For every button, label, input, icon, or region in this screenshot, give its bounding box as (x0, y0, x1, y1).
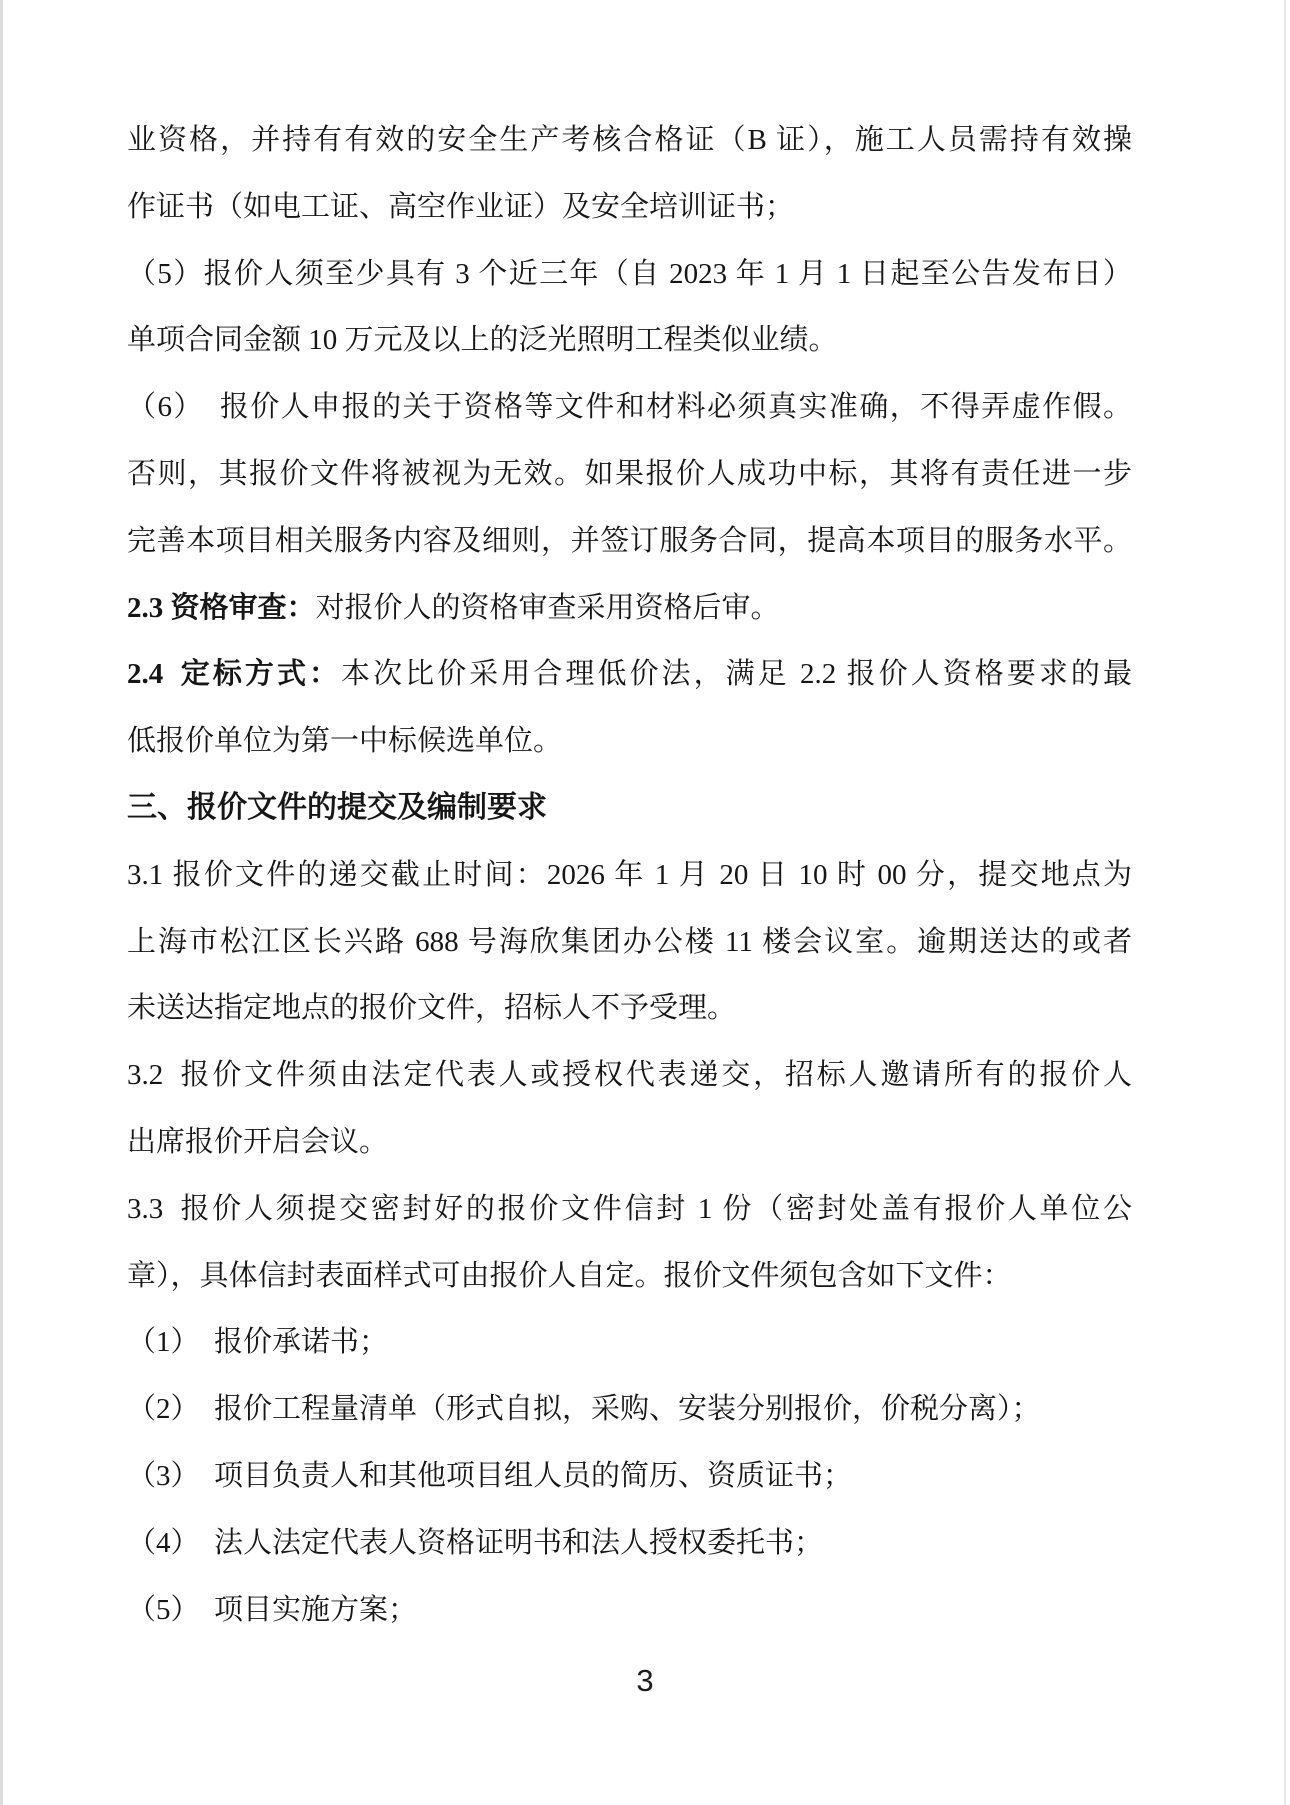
text-segment: 业资格，并持有有效的安全生产考核合格证（B 证），施工人员需持有效操 (127, 124, 1132, 156)
text-line (127, 1109, 1132, 1176)
text-line (127, 909, 1132, 976)
text-line (127, 241, 1132, 308)
text-line (127, 842, 1132, 909)
text-line (127, 1510, 1132, 1577)
bold-text-segment: 三、报价文件的提交及编制要求 (127, 790, 547, 824)
text-segment: 对报价人的资格审查采用资格后审。 (315, 591, 780, 624)
text-line (127, 508, 1132, 575)
text-segment: 上海市松江区长兴路 688 号海欣集团办公楼 11 楼会议室。逾期送达的或者 (127, 925, 1132, 958)
page-right-edge-line (1284, 0, 1286, 1805)
text-line (127, 1176, 1132, 1243)
bold-text-segment: 2.3 资格审查： (127, 591, 316, 624)
text-line (127, 1042, 1132, 1109)
document-body (127, 107, 1132, 1643)
text-line (127, 1443, 1132, 1510)
page-number: 3 (636, 1663, 654, 1698)
text-line (127, 975, 1132, 1042)
page-left-edge-line (0, 0, 3, 1805)
text-segment: （5）报价人须至少具有 3 个近三年（自 2023 年 1 月 1 日起至公告发布日） (127, 257, 1132, 290)
text-line (127, 1376, 1132, 1443)
text-line (127, 107, 1132, 174)
text-line (127, 1577, 1132, 1644)
text-segment: 低报价单位为第一中标候选单位。 (127, 725, 563, 758)
text-segment: （1） 报价承诺书； (127, 1326, 389, 1359)
text-segment: （3） 项目负责人和其他项目组人员的简历、资质证书； (127, 1459, 853, 1492)
section-heading (127, 775, 1132, 842)
text-segment: 出席报价开启会议。 (127, 1125, 389, 1158)
bold-text-segment: 2.4 定标方式： (127, 658, 342, 691)
text-segment: 未送达指定地点的报价文件，招标人不予受理。 (127, 992, 737, 1025)
text-line (127, 641, 1132, 708)
text-line (127, 1309, 1132, 1376)
text-segment: 单项合同金额 10 万元及以上的泛光照明工程类似业绩。 (127, 324, 838, 357)
text-segment: （6） 报价人申报的关于资格等文件和材料必须真实准确，不得弄虚作假。 (127, 391, 1132, 424)
text-segment: 3.2 报价文件须由法定代表人或授权代表递交，招标人邀请所有的报价人 (127, 1059, 1132, 1092)
text-line (127, 575, 1132, 642)
text-segment: 本次比价采用合理低价法，满足 2.2 报价人资格要求的最 (341, 658, 1132, 691)
text-segment: 3.1 报价文件的递交截止时间：2026 年 1 月 20 日 10 时 00 分，提交地点为 (127, 858, 1132, 891)
text-line (127, 1243, 1132, 1310)
text-segment: （5） 项目实施方案； (127, 1593, 418, 1626)
text-line (127, 441, 1132, 508)
text-line (127, 307, 1132, 374)
text-segment: 作证书（如电工证、高空作业证）及安全培训证书； (127, 190, 795, 223)
text-line (127, 174, 1132, 241)
text-line (127, 374, 1132, 441)
text-segment: 3.3 报价人须提交密封好的报价文件信封 1 份（密封处盖有报价人单位公 (127, 1192, 1132, 1225)
text-segment: （4） 法人法定代表人资格证明书和法人授权委托书； (127, 1526, 824, 1559)
page-footer (127, 1646, 1163, 1716)
text-segment: 否则，其报价文件将被视为无效。如果报价人成功中标，其将有责任进一步 (127, 457, 1132, 490)
text-segment: 章），具体信封表面样式可由报价人自定。报价文件须包含如下文件： (127, 1259, 1012, 1292)
text-segment: 完善本项目相关服务内容及细则，并签订服务合同，提高本项目的服务水平。 (127, 524, 1132, 557)
text-segment: （2） 报价工程量清单（形式自拟，采购、安装分别报价，价税分离）； (127, 1393, 1041, 1426)
text-line (127, 708, 1132, 775)
